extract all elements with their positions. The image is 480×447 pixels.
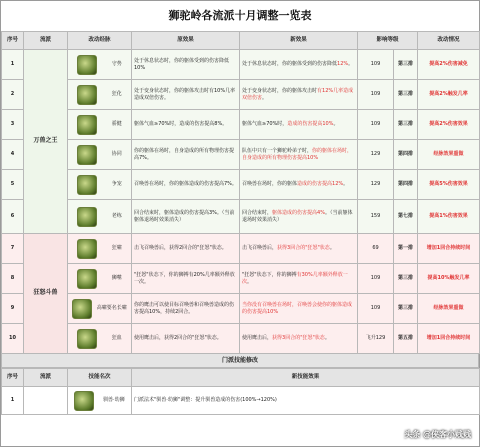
new-effect-highlight: 当你没有召唤兽在场时，召唤兽会使你的躯体造成的伤害提高10% bbox=[242, 301, 353, 315]
change: 增加1回合持续时间 bbox=[418, 234, 480, 264]
s2-row-skill: 驯兽·幼狮 bbox=[103, 397, 125, 404]
skill-icon bbox=[77, 55, 97, 75]
skill-icon bbox=[77, 115, 97, 135]
new-effect-post: 。 bbox=[333, 121, 339, 128]
level: 109 bbox=[358, 50, 394, 80]
table-row bbox=[2, 80, 480, 110]
change: 提高10%触发几率 bbox=[418, 264, 480, 294]
level: 109 bbox=[358, 110, 394, 140]
table-row bbox=[2, 234, 480, 264]
new-effect-pre: 队伍中只有一个狮驼岭弟子时， bbox=[242, 147, 313, 154]
old-effect: 击飞召唤兽后，获得2回合的"狂怒"状态。 bbox=[132, 234, 240, 264]
new-effect bbox=[240, 140, 358, 170]
new-effect bbox=[240, 50, 358, 80]
row-no: 2 bbox=[2, 80, 24, 110]
watermark: 头条 @侠客小贱贱 bbox=[404, 430, 471, 439]
new-effect-post: 。 bbox=[348, 61, 354, 68]
change: 提高2%触发几率 bbox=[418, 80, 480, 110]
rank: 第五排 bbox=[394, 324, 418, 354]
skill-icon bbox=[77, 207, 97, 227]
change: 提高2%伤害减免 bbox=[418, 50, 480, 80]
change: 增加1回合持续时间 bbox=[418, 324, 480, 354]
header-old-effect: 原效果 bbox=[132, 32, 240, 50]
new-effect-highlight: 你的躯体在场时，自身造成的所有物理伤害提高10% bbox=[242, 147, 353, 161]
skill-cell bbox=[68, 200, 132, 234]
rank: 第三排 bbox=[394, 264, 418, 294]
skill-change-table bbox=[1, 368, 480, 415]
new-effect-pre: 击飞召唤兽后， bbox=[242, 245, 278, 252]
s2-row-no: 1 bbox=[2, 387, 24, 415]
skill-name: 狂血 bbox=[111, 335, 122, 342]
table-header-row bbox=[2, 32, 480, 50]
new-effect-highlight: 造成的伤害提高10% bbox=[287, 121, 334, 128]
level: 129 bbox=[358, 170, 394, 200]
table-row bbox=[2, 50, 480, 80]
level: 109 bbox=[358, 294, 394, 324]
header-no: 序号 bbox=[2, 32, 24, 50]
new-effect-pre: "狂怒"状态下，你的狮搏 bbox=[242, 271, 297, 278]
table-row bbox=[2, 294, 480, 324]
new-effect-highlight: 获得3回合的"狂怒"状态 bbox=[277, 245, 330, 252]
s2-row-skill-cell bbox=[68, 387, 132, 415]
rank: 第四排 bbox=[394, 140, 418, 170]
table-row bbox=[2, 170, 480, 200]
old-effect: 躯体气血≥70%时，造成的伤害提高8%。 bbox=[132, 110, 240, 140]
new-effect-pre: 召唤兽在场时，你的躯体 bbox=[242, 181, 298, 188]
s2-header-skill: 技能名次 bbox=[68, 369, 132, 387]
level: 飞升129 bbox=[358, 324, 394, 354]
s2-row-effect: 门派法术"驯兽·幼狮"调整：提升驯兽造成的伤害(100%→120%) bbox=[132, 387, 480, 415]
table-row bbox=[2, 110, 480, 140]
table-row bbox=[2, 140, 480, 170]
rank: 第一排 bbox=[394, 234, 418, 264]
new-effect-pre: 使用鹰击后， bbox=[242, 335, 273, 342]
skill-cell bbox=[68, 234, 132, 264]
old-effect: 回合结束时，躯体造成的伤害提高3%。（当前躯体退场时效果消失） bbox=[132, 200, 240, 234]
table-row bbox=[2, 200, 480, 234]
new-effect-pre: 处于休息状态时，你的躯体受到的伤害降低 bbox=[242, 61, 338, 68]
rank: 第七排 bbox=[394, 200, 418, 234]
row-no: 8 bbox=[2, 264, 24, 294]
new-effect-highlight: 12% bbox=[337, 61, 349, 68]
header-new-effect: 新效果 bbox=[240, 32, 358, 50]
old-effect: 你的鹰击可以使目标召唤兽和召唤兽造成的伤害提高10%，持续2回合。 bbox=[132, 294, 240, 324]
new-effect-pre: 处于变身状态时，你的躯体攻击时 bbox=[242, 87, 318, 94]
section2-row bbox=[2, 387, 480, 415]
skill-cell bbox=[68, 80, 132, 110]
skill-icon bbox=[74, 391, 94, 411]
school-b-label: 狂怒斗兽 bbox=[24, 234, 68, 354]
skill-cell bbox=[68, 294, 132, 324]
skill-icon bbox=[77, 269, 97, 289]
row-no: 10 bbox=[2, 324, 24, 354]
new-effect bbox=[240, 234, 358, 264]
new-effect-highlight: 造成的伤害提高12% bbox=[297, 181, 344, 188]
skill-icon bbox=[72, 299, 92, 319]
change: 提高5%伤害效果 bbox=[418, 170, 480, 200]
old-effect: 处于休息状态时，你的躯体受到的伤害降低10% bbox=[132, 50, 240, 80]
header-school: 流派 bbox=[24, 32, 68, 50]
rank: 第四排 bbox=[394, 170, 418, 200]
s2-header-effect: 新技能效果 bbox=[132, 369, 480, 387]
old-effect: 使用鹰击后，获得2回合的"狂怒"状态。 bbox=[132, 324, 240, 354]
new-effect bbox=[240, 80, 358, 110]
row-no: 1 bbox=[2, 50, 24, 80]
skill-icon bbox=[77, 329, 97, 349]
skill-name: 高啸要名长啸 bbox=[96, 305, 127, 312]
new-effect-post: 。（当前躯体退场时效果消失） bbox=[242, 209, 353, 223]
adjustment-table bbox=[1, 31, 480, 354]
old-effect: 处于变身状态时，你的躯体攻击时有10%几率造成双倍伤害。 bbox=[132, 80, 240, 110]
new-effect-highlight: 获得3回合的"狂怒"状态 bbox=[272, 335, 325, 342]
page-title: 狮驼岭各流派十月调整一览表 bbox=[1, 1, 479, 31]
table-row bbox=[2, 264, 480, 294]
skill-name: 狂化 bbox=[111, 91, 122, 98]
header-skill: 改动经脉 bbox=[68, 32, 132, 50]
skill-cell bbox=[68, 50, 132, 80]
row-no: 6 bbox=[2, 200, 24, 234]
level: 109 bbox=[358, 80, 394, 110]
old-effect: "狂怒"状态下，你的狮搏有20%几率额外释放一次。 bbox=[132, 264, 240, 294]
skill-name: 狮噬 bbox=[111, 275, 122, 282]
skill-icon bbox=[77, 145, 97, 165]
skill-name: 争宠 bbox=[111, 181, 122, 188]
change: 经脉效果重做 bbox=[418, 140, 480, 170]
new-effect bbox=[240, 170, 358, 200]
new-effect bbox=[240, 294, 358, 324]
rank: 第三排 bbox=[394, 110, 418, 140]
new-effect-post: 。 bbox=[247, 278, 253, 285]
rank: 第三排 bbox=[394, 294, 418, 324]
new-effect-post: 。 bbox=[329, 245, 335, 252]
skill-icon bbox=[77, 85, 97, 105]
row-no: 7 bbox=[2, 234, 24, 264]
s2-header-school: 流派 bbox=[24, 369, 68, 387]
s2-row-school bbox=[24, 387, 68, 415]
level: 109 bbox=[358, 264, 394, 294]
level: 69 bbox=[358, 234, 394, 264]
skill-cell bbox=[68, 140, 132, 170]
new-effect bbox=[240, 264, 358, 294]
skill-name: 骄健 bbox=[111, 121, 122, 128]
row-no: 9 bbox=[2, 294, 24, 324]
skill-name: 守势 bbox=[111, 61, 122, 68]
row-no: 5 bbox=[2, 170, 24, 200]
school-a-label: 万兽之王 bbox=[24, 50, 68, 234]
new-effect-post: 。 bbox=[343, 181, 349, 188]
new-effect bbox=[240, 110, 358, 140]
change: 提高2%伤害效果 bbox=[418, 110, 480, 140]
skill-cell bbox=[68, 110, 132, 140]
skill-cell bbox=[68, 324, 132, 354]
table-row bbox=[2, 324, 480, 354]
row-no: 3 bbox=[2, 110, 24, 140]
row-no: 4 bbox=[2, 140, 24, 170]
skill-icon bbox=[77, 239, 97, 259]
skill-name: 协同 bbox=[111, 151, 122, 158]
new-effect-post: 。 bbox=[324, 335, 330, 342]
header-change: 改动情况 bbox=[418, 32, 480, 50]
new-effect-post: 。 bbox=[262, 94, 268, 101]
new-effect-pre: 躯体气血≥70%时， bbox=[242, 121, 288, 128]
skill-name: 老练 bbox=[111, 213, 122, 220]
rank: 第三排 bbox=[394, 50, 418, 80]
new-effect-highlight: 躯体造成的伤害提高4% bbox=[272, 209, 325, 216]
old-effect: 你的躯体在场时，自身造成的所有物理伤害提高7%。 bbox=[132, 140, 240, 170]
rank: 第三排 bbox=[394, 80, 418, 110]
skill-cell bbox=[68, 170, 132, 200]
change: 提高1%伤害效果 bbox=[418, 200, 480, 234]
new-effect bbox=[240, 324, 358, 354]
level: 159 bbox=[358, 200, 394, 234]
section2-header-row bbox=[2, 369, 480, 387]
level: 129 bbox=[358, 140, 394, 170]
new-effect bbox=[240, 200, 358, 234]
change: 经脉效果重做 bbox=[418, 294, 480, 324]
new-effect-highlight: 有12%几率造成双倍伤害 bbox=[242, 87, 354, 101]
old-effect: 召唤兽在场时，你的躯体造成的伤害提高7%。 bbox=[132, 170, 240, 200]
header-level: 影响等级 bbox=[358, 32, 418, 50]
section2-title: 门派技能修改 bbox=[1, 354, 479, 368]
s2-header-no: 序号 bbox=[2, 369, 24, 387]
new-effect-pre: 回合结束时， bbox=[242, 209, 273, 216]
new-effect-highlight: 有30%几率额外释放一次 bbox=[242, 271, 348, 285]
skill-icon bbox=[77, 175, 97, 195]
skill-cell bbox=[68, 264, 132, 294]
skill-name: 狂啸 bbox=[111, 245, 122, 252]
